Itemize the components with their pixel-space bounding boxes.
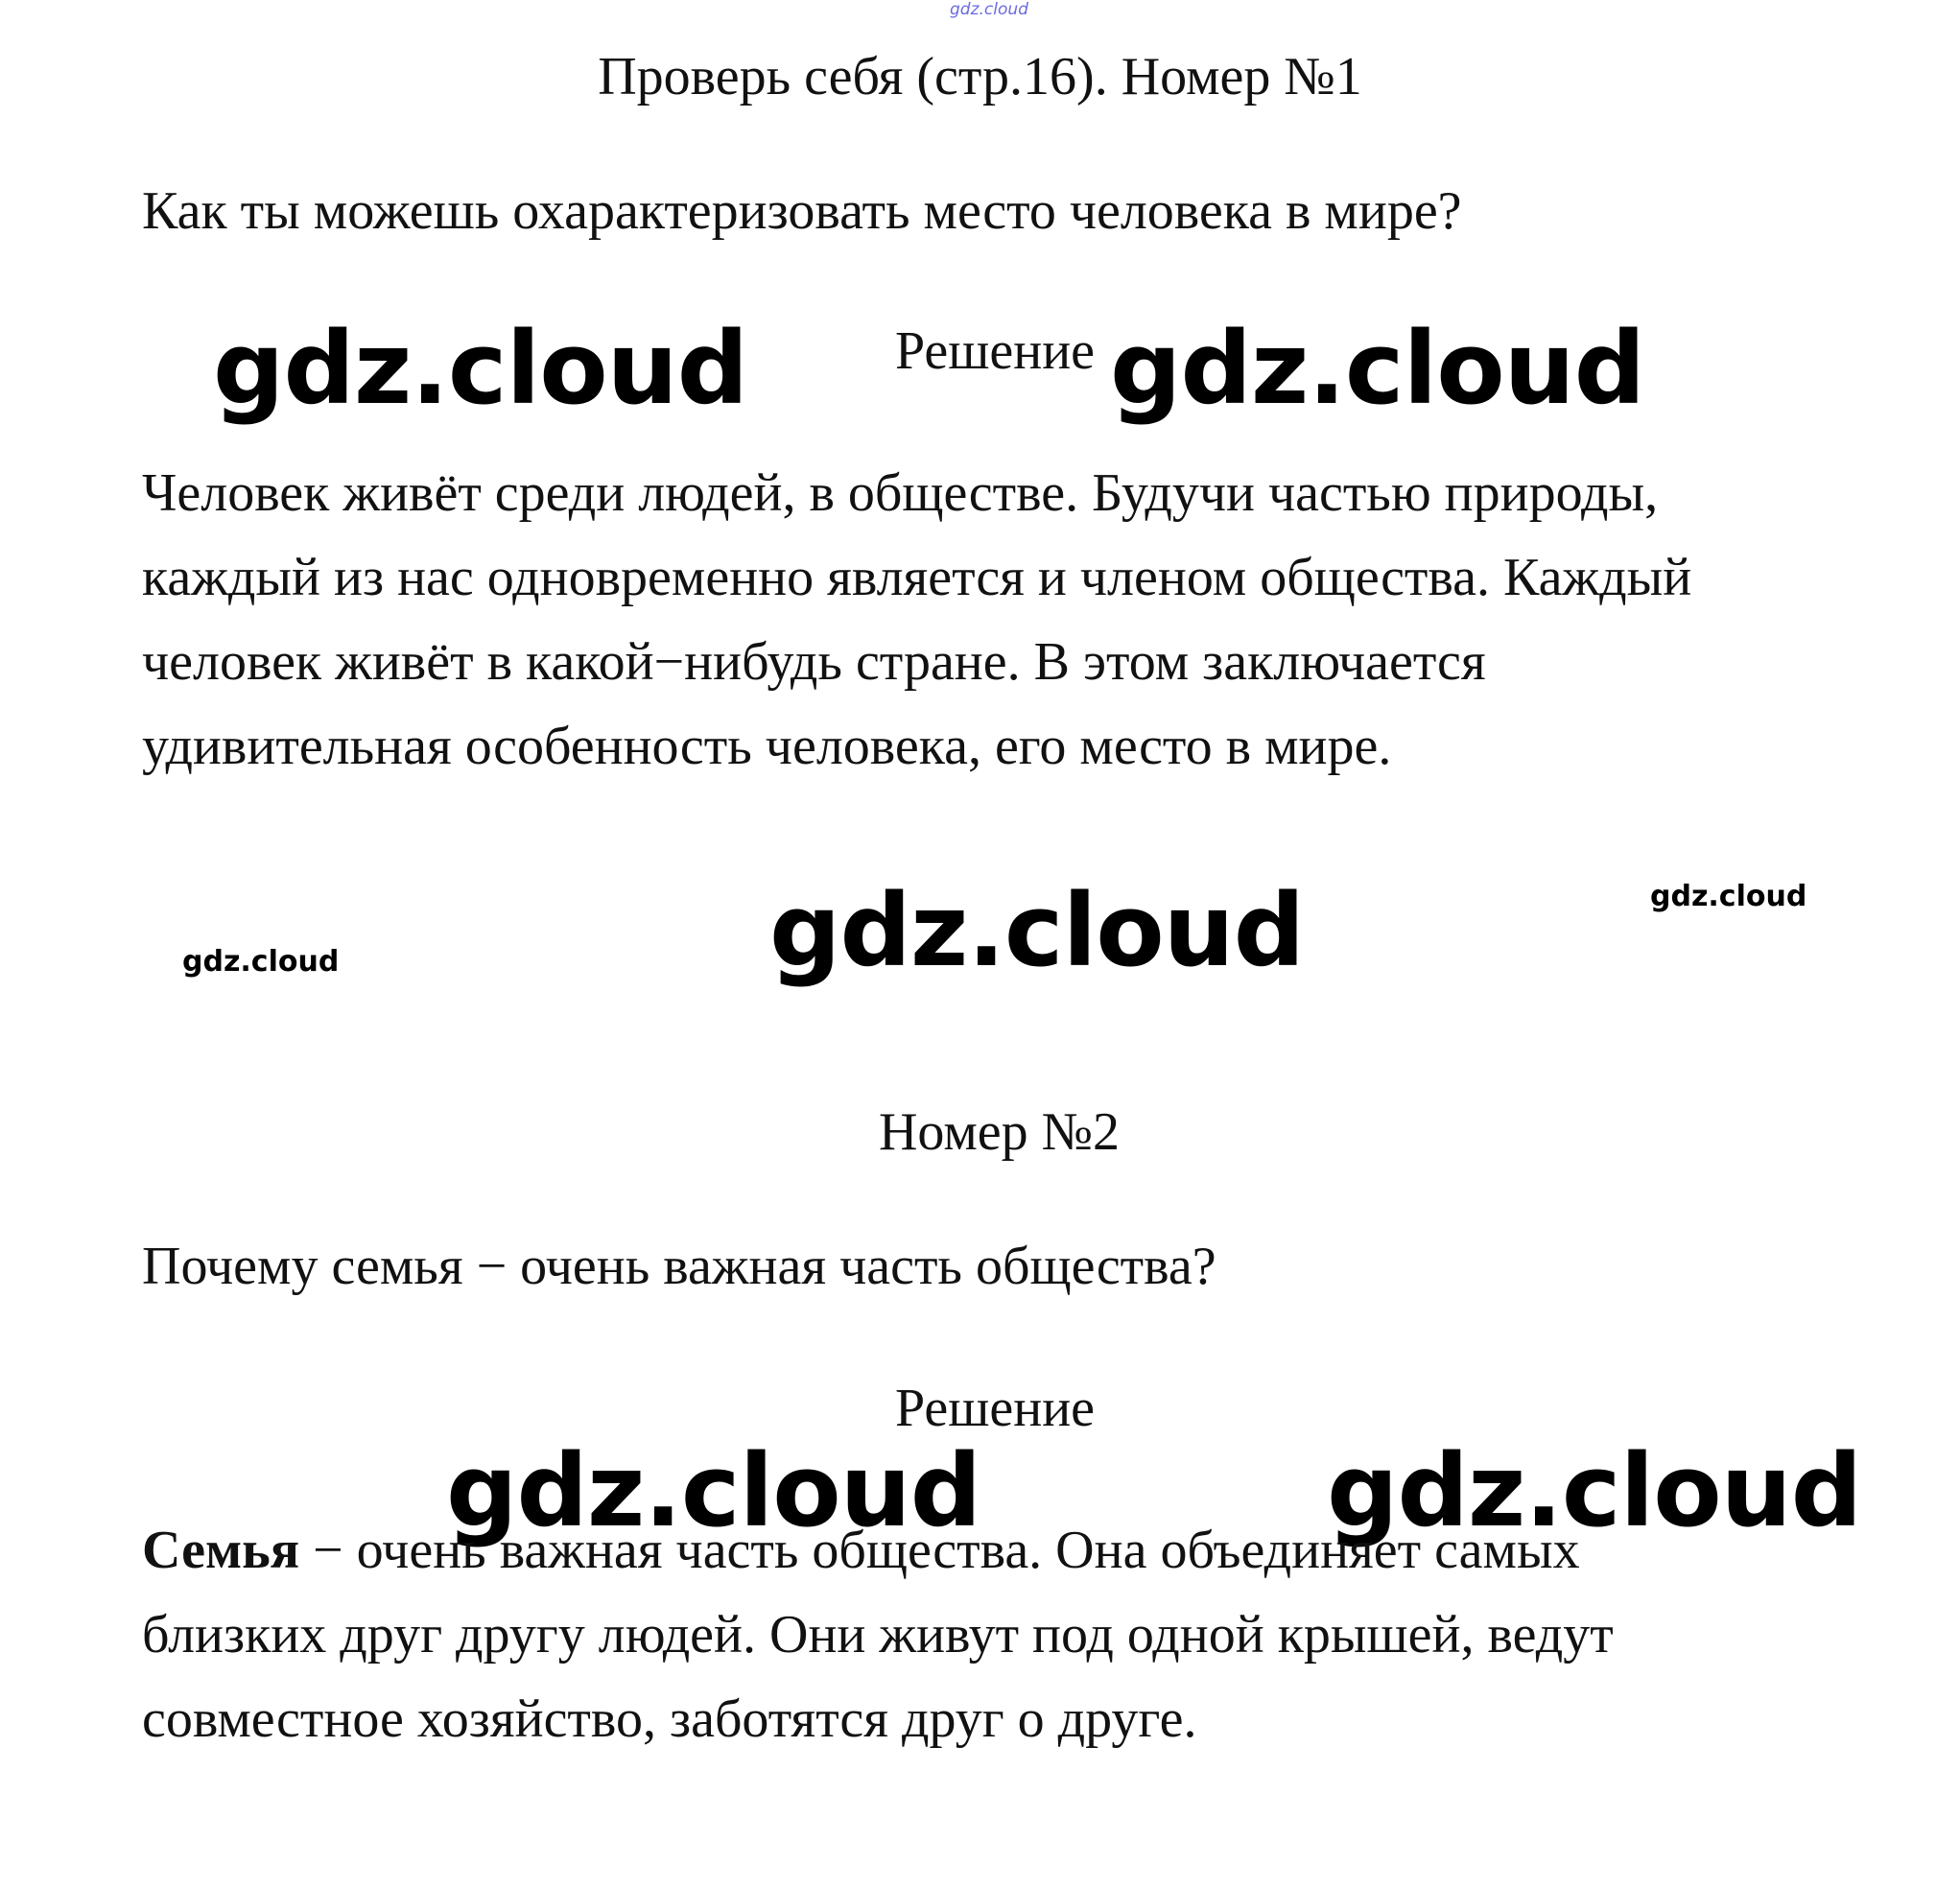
task2-answer-line-1-rest: − очень важная часть общества. Она объединяет самых: [299, 1521, 1580, 1580]
watermark-small-right: gdz.cloud: [1650, 880, 1807, 913]
task1-heading: Проверь себя (стр.16). Номер №1: [598, 47, 1362, 106]
task1-question: Как ты можешь охарактеризовать место человека в мире?: [142, 181, 1462, 241]
task2-answer-line-3: совместное хозяйство, заботятся друг о друге.: [142, 1689, 1197, 1749]
watermark-small-left: gdz.cloud: [182, 945, 340, 979]
task1-answer-line-3: человек живёт в какой−нибудь стране. В этом заключается: [142, 632, 1486, 692]
task2-heading: Номер №2: [878, 1102, 1121, 1162]
task2-answer-line-2: близких друг другу людей. Они живут под одной крышей, ведут: [142, 1605, 1614, 1665]
task1-answer-line-2: каждый из нас одновременно является и членом общества. Каждый: [142, 548, 1692, 607]
watermark-big-4: gdz.cloud: [1327, 1432, 1862, 1549]
task1-answer-line-4: удивительная особенность человека, его место в мире.: [142, 717, 1392, 776]
task1-answer-line-1: Человек живёт среди людей, в обществе. Будучи частью природы,: [142, 463, 1659, 523]
watermark-big-2: gdz.cloud: [1110, 310, 1645, 427]
watermark-big-center: gdz.cloud: [769, 872, 1305, 989]
task2-answer-term: Семья: [142, 1521, 300, 1580]
watermark-big-1: gdz.cloud: [213, 310, 748, 427]
task2-answer: [142, 1508, 1830, 1761]
task2-question: Почему семья − очень важная часть общества?: [142, 1237, 1216, 1296]
task2-solution-label: Решение: [895, 1379, 1096, 1438]
task2-answer-line-1: [142, 1508, 1830, 1593]
task1-answer: [142, 451, 1830, 789]
watermark-tiny-top: gdz.cloud: [950, 0, 1028, 19]
watermark-big-3: gdz.cloud: [446, 1432, 981, 1549]
task1-solution-label: Решение: [895, 321, 1096, 381]
